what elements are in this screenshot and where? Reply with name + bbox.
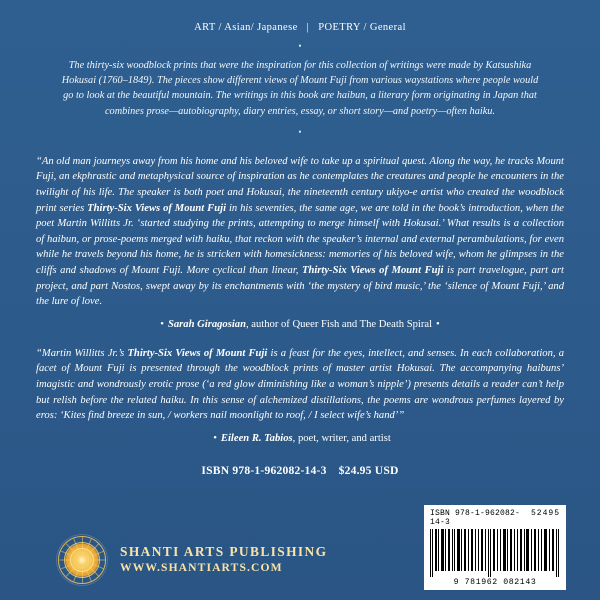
bullet-icon-end: • <box>436 318 440 330</box>
ornament-dot-middle: • <box>298 126 302 137</box>
barcode-digits: 9 781962 082143 <box>453 578 537 587</box>
barcode-isbn-label: ISBN 978-1-962082-14-3 <box>430 509 521 527</box>
blurb-1-author-name: Sarah Giragosian <box>167 318 246 330</box>
blurb-1-attribution <box>34 319 566 330</box>
blurb-1 <box>36 154 564 310</box>
price-text: $24.95 USD <box>338 463 399 477</box>
blurb-2-text-part1: “Martin Willitts Jr.’s <box>36 347 128 359</box>
blurb-1-text-part2: in his seventies, the same age, we are told in the book’s introduction, when the poet Martin Willitts Jr. ‘started studying the prints, attempting to merge himself with Hokusai.’ What results is a collection of haibun, or prose-poems merged with haiku, that reckon with the speaker’s internal and external perambulations, for even while he travels beyond his home, he is stricken with homesickness: memories of his beloved wife, whom he glimpses in the cliffs and shadows of Mount Fuji. More cyclical than linear, <box>36 202 564 276</box>
sun-mandala-icon <box>56 534 108 586</box>
bullet-icon-2: • <box>213 432 217 444</box>
blurb-2-text-part2: is a feast for the eyes, intellect, and senses. In each collaboration, a facet of Mount Fuji is presented through the woodblock prints of master artist Hokusai. The accompanying haibuns’ imagistic and wondrously erotic prose (‘a red glow diminishing like a woman’s nipple’) presents details a reader can’t help but relish before the related haiku. In this sense of alchemized distillations, the poems are wondrous perfumes layered by eros: ‘Kites find breeze in sun, / workers nail moonlight to roof, / I select wife’s hand’” <box>36 347 564 422</box>
ornament-dot-top: • <box>298 41 302 51</box>
category-left: ART / Asian/ Japanese <box>194 22 298 33</box>
intro-paragraph: The thirty-six woodblock prints that were the inspiration for this collection of writings were made by Katsushika Hokusai (1760–1849). The pieces show different views of Mount Fuji from various waystations where people would go to look at the beautiful mountain. The writings in this book are haibun, a literary form originating in Japan that combines prose—autobiography, diary entries, essay, or short story—and poetry—often haiku. <box>61 60 539 117</box>
category-divider: | <box>306 22 310 33</box>
blurb-2-author-role: , poet, writer, and artist <box>292 432 391 444</box>
bullet-icon: • <box>160 318 164 330</box>
blurb-1-author-role: , author of Queer Fish and The Death Spiral <box>245 318 433 330</box>
publisher-url[interactable]: WWW.SHANTIARTS.COM <box>120 561 283 574</box>
barcode-bars-icon <box>429 529 561 577</box>
blurb-2-book-title-1: Thirty-Six Views of Mount Fuji <box>127 347 268 359</box>
barcode-block <box>424 505 566 590</box>
barcode-price-code: 52495 <box>530 509 560 518</box>
barcode-header <box>429 509 561 529</box>
category-right: POETRY / General <box>318 22 406 33</box>
bisac-category-line <box>34 22 566 33</box>
publisher-text <box>120 544 327 576</box>
blurb-1-book-title-1: Thirty-Six Views of Mount Fuji <box>87 202 227 214</box>
blurb-1-book-title-2: Thirty-Six Views of Mount Fuji <box>301 264 444 276</box>
blurb-2 <box>36 346 564 424</box>
publisher-name: SHANTI ARTS PUBLISHING <box>120 544 328 559</box>
blurb-1-text-part1: “An old man journeys away from his home and his beloved wife to take up a spiritual quest. Along the way, he tracks Mount Fuji, an ekphrastic and metaphysical source of inspiration as he contemplates the creatures and people he encounters in the twilight of his life. The speaker is both poet and Hokusai, the nineteenth century ukiyo-e artist who created the woodblock print series <box>36 155 564 214</box>
blurb-1-text-part3: is part travelogue, part art project, and part Nostos, swept away by its enchantments with ‘the mystery of bird music,’ the ‘silence of Mount Fuji,’ and the lure of love. <box>36 264 564 308</box>
isbn-price-line <box>34 464 566 477</box>
publisher-block <box>56 534 327 586</box>
blurb-2-attribution <box>34 433 566 444</box>
blurb-2-author-name: Eileen R. Tabios <box>220 432 293 444</box>
isbn-text: ISBN 978-1-962082-14-3 <box>201 463 327 477</box>
cover-footer <box>0 504 600 600</box>
